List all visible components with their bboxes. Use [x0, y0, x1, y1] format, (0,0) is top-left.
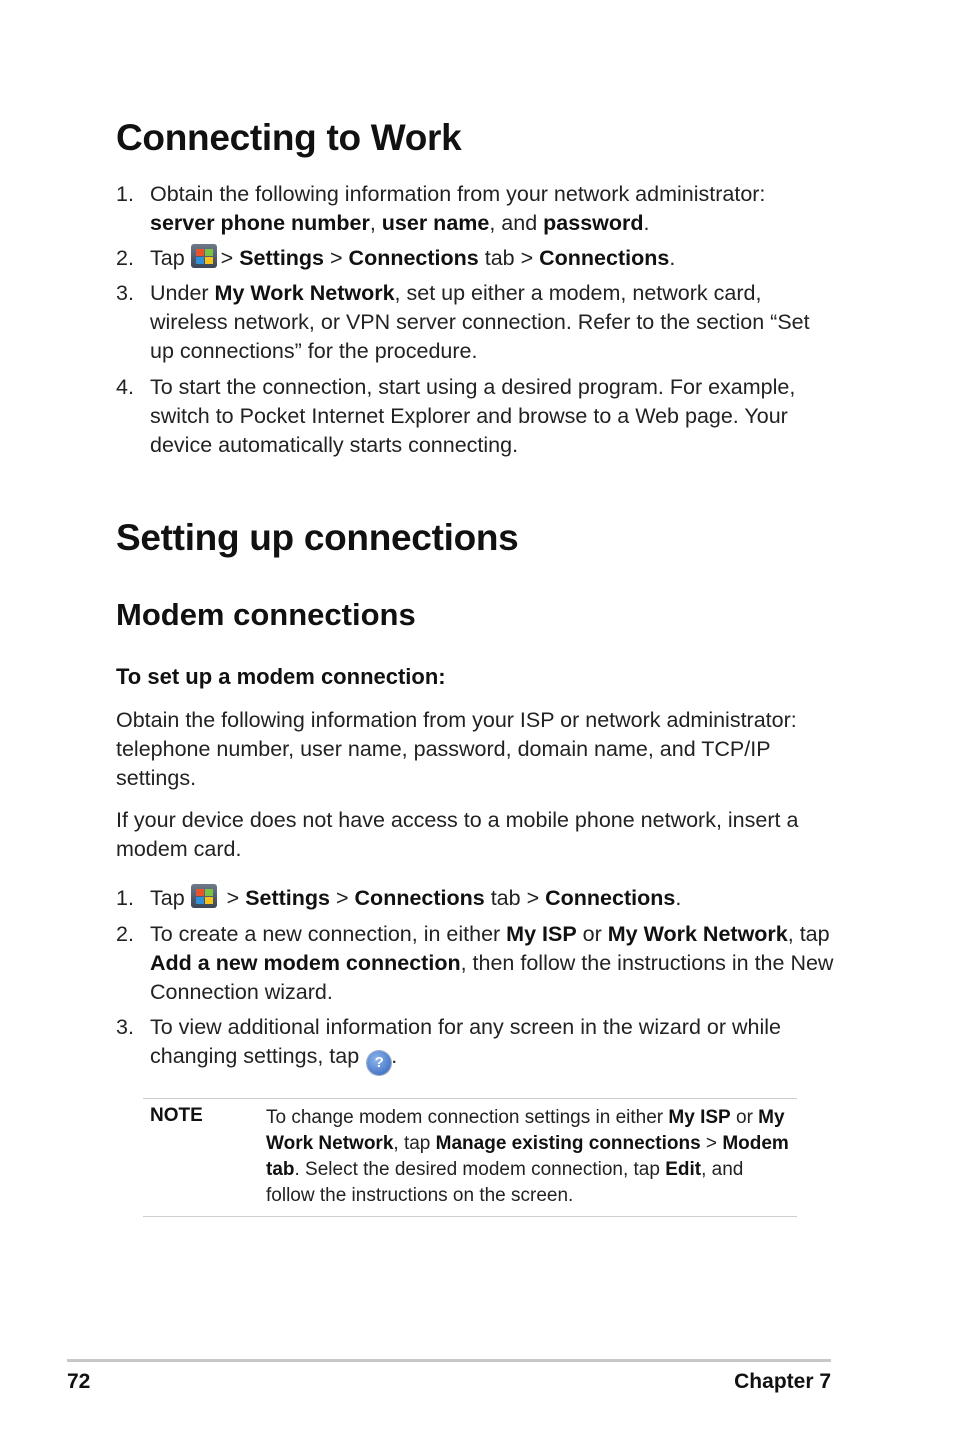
section-title-setting-up-connections: Setting up connections: [116, 517, 519, 558]
windows-start-icon: [191, 884, 217, 908]
step-number: 3.: [116, 1015, 134, 1039]
note-text: To change modem connection settings in either My ISP or My Work Network, tap Manage existing connections > Modem tab. Select the desired modem connection, tap Edit, and follow the instructions on the screen.: [266, 1107, 789, 1206]
step-text: To start the connection, start using a desired program. For example, switch to Pocket Internet Explorer and browse to a Web page. Your device automatically starts connecting.: [150, 375, 796, 457]
step-text: Obtain the following information from your network administrator: server phone number, user name, and password.: [150, 182, 766, 235]
paragraph-modem-card: If your device does not have access to a mobile phone network, insert a modem card.: [116, 808, 799, 861]
step-number: 2.: [116, 246, 134, 270]
page-number: 72: [67, 1370, 91, 1393]
step-number: 2.: [116, 922, 134, 946]
subsection-title-modem-connections: Modem connections: [116, 597, 416, 632]
step-text: Tap > Settings > Connections tab > Connections.: [150, 886, 682, 910]
step-text: Tap > Settings > Connections tab > Connections.: [150, 246, 676, 270]
step-number: 3.: [116, 281, 134, 305]
note-box: [143, 1098, 797, 1217]
step-number: 1.: [116, 886, 134, 910]
windows-start-icon: [191, 244, 217, 268]
step-text: To view additional information for any screen in the wizard or while changing settings, tap ? .: [150, 1013, 836, 1075]
step-text: To create a new connection, in either My ISP or My Work Network, tap Add a new modem connection, then follow the instructions in the New Connection wizard.: [150, 922, 834, 1004]
procedure-title: To set up a modem connection:: [116, 664, 446, 689]
help-icon: ?: [367, 1051, 391, 1075]
section-title-connecting-to-work: Connecting to Work: [116, 117, 462, 158]
step-number: 1.: [116, 182, 134, 206]
note-label: NOTE: [150, 1105, 203, 1126]
step-number: 4.: [116, 375, 134, 399]
paragraph-info: Obtain the following information from your ISP or network administrator: telephone number, user name, password, domain name, and TCP/IP settings.: [116, 708, 797, 790]
step-text: Under My Work Network, set up either a modem, network card, wireless network, or VPN server connection. Refer to the section “Set up connections” for the procedure.: [150, 281, 810, 363]
footer-divider: [67, 1359, 831, 1362]
chapter-label: Chapter 7: [734, 1370, 831, 1393]
